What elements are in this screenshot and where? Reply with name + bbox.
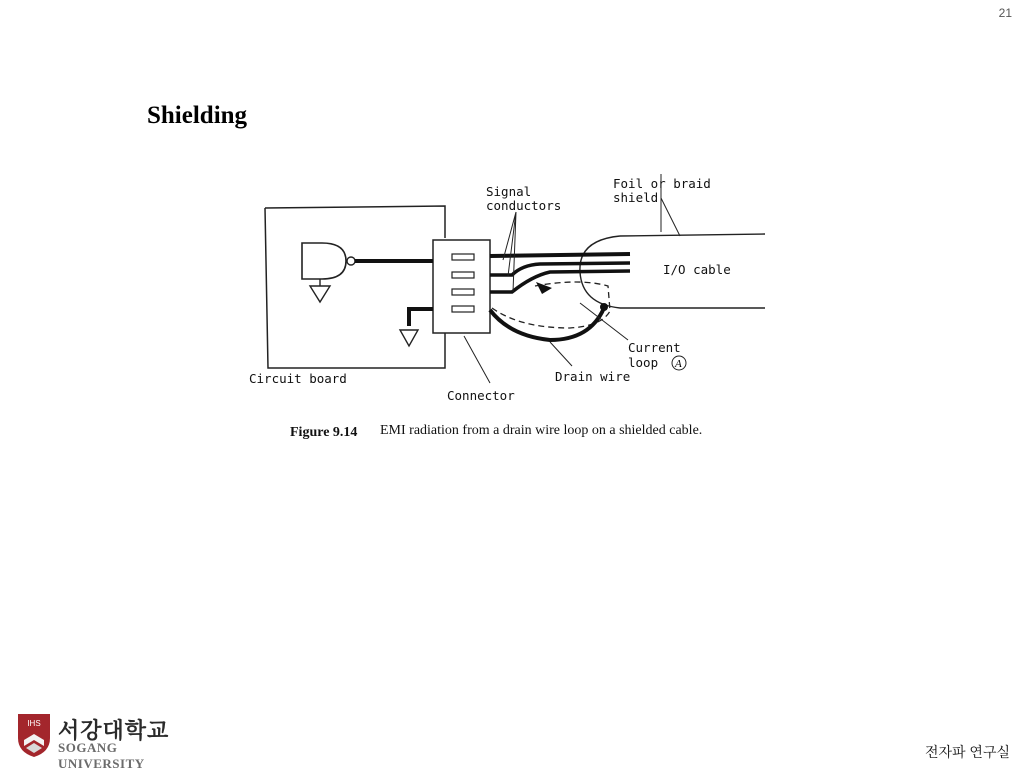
- drain-wire-label: Drain wire: [555, 369, 631, 384]
- university-name-korean: 서강대학교: [58, 718, 170, 743]
- diagram-svg: [240, 168, 780, 448]
- slide-title: Shielding: [147, 102, 248, 129]
- figure-emi-drain-wire: [240, 168, 780, 448]
- signal-leaders: [503, 212, 516, 292]
- lab-name: 전자파 연구실: [924, 744, 1010, 760]
- current-loop-path: [492, 282, 610, 328]
- logic-gate: [302, 243, 346, 279]
- current-loop-label-2: loop: [628, 355, 659, 370]
- page-number: 21: [998, 6, 1012, 20]
- drain-leader: [550, 342, 572, 366]
- university-logo: [16, 712, 206, 771]
- signal-conductors-label-1: Signal: [486, 184, 532, 199]
- figure-caption-text: EMI radiation from a drain wire loop on a shielded cable.: [380, 423, 703, 438]
- ground-lead: [409, 309, 433, 326]
- gate-ground-symbol: [310, 286, 330, 302]
- drain-wire-shield-joint: [600, 303, 608, 311]
- emblem-text: IHS: [27, 719, 41, 728]
- ground-symbol: [400, 330, 418, 346]
- io-cable-label: I/O cable: [663, 262, 731, 277]
- connector-label: Connector: [447, 388, 515, 403]
- connector-leader: [464, 336, 490, 383]
- gate-output-bubble: [347, 257, 355, 265]
- current-loop-label-1: Current: [628, 340, 681, 355]
- university-name-english: SOGANG UNIVERSITY: [58, 740, 145, 771]
- drain-wire: [490, 308, 604, 340]
- foil-shield-label-1: Foil or braid: [613, 176, 711, 191]
- cable-shield-top: [620, 234, 765, 236]
- circuit-board-label: Circuit board: [249, 371, 347, 386]
- foil-shield-label-2: shield: [613, 190, 659, 205]
- signal-conductors-label-2: conductors: [486, 198, 562, 213]
- circuit-board-outline: [265, 206, 445, 368]
- loop-marker-label: A: [675, 358, 682, 370]
- university-emblem-icon: [16, 712, 52, 758]
- figure-caption-number: Figure 9.14: [290, 425, 358, 440]
